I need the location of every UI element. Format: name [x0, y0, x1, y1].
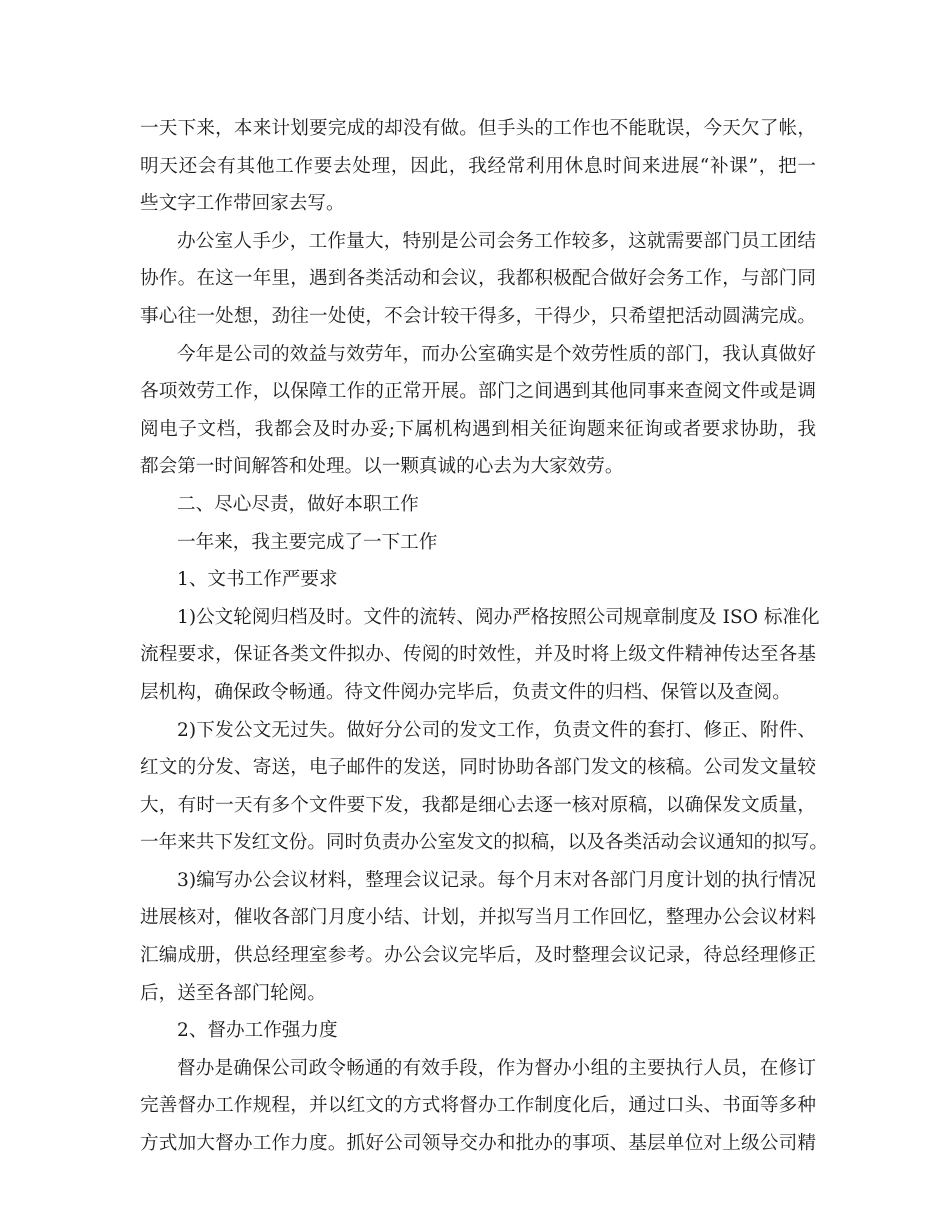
text-line: 今年是公司的效益与效劳年，而办公室确实是个效劳性质的部门，我认真做好	[177, 343, 816, 365]
text-line: 办公室人手少，工作量大，特别是公司会务工作较多，这就需要部门员工团结	[177, 230, 816, 252]
text-line: 后，送至各部门轮阅。	[140, 982, 326, 1004]
text-line: 红文的分发、寄送，电子邮件的发送，同时协助各部门发文的核稿。公司发文量较	[140, 757, 816, 779]
text-line: 一年来，我主要完成了一下工作	[177, 531, 438, 553]
text-line: 层机构，确保政令畅通。待文件阅办完毕后，负责文件的归档、保管以及查阅。	[140, 681, 791, 703]
subsection-heading: 1、文书工作严要求	[177, 569, 338, 591]
document-body	[140, 110, 828, 1163]
text-line: 些文字工作带回家去写。	[140, 193, 345, 215]
text-line: 完善督办工作规程，并以红文的方式将督办工作制度化后，通过口头、书面等多种	[140, 1095, 816, 1117]
text-line: 大，有时一天有多个文件要下发，我都是细心去逐一核对原稿，以确保发文质量，	[140, 794, 816, 816]
text-line: 协作。在这一年里，遇到各类活动和会议，我都积极配合做好会务工作，与部门同	[140, 268, 816, 290]
text-line: 各项效劳工作，以保障工作的正常开展。部门之间遇到其他同事来查阅文件或是调	[140, 381, 816, 403]
text-line: 1)公文轮阅归档及时。文件的流转、阅办严格按照公司规章制度及 ISO 标准化	[177, 606, 820, 628]
text-line: 2)下发公文无过失。做好分公司的发文工作，负责文件的套打、修正、附件、	[177, 719, 816, 741]
subsection-heading: 2、督办工作强力度	[177, 1020, 338, 1042]
text-line: 督办是确保公司政令畅通的有效手段，作为督办小组的主要执行人员，在修订	[177, 1057, 816, 1079]
text-line: 都会第一时间解答和处理。以一颗真诚的心去为大家效劳。	[140, 456, 624, 478]
section-heading: 二、尽心尽责，做好本职工作	[177, 493, 419, 515]
text-line: 3)编写办公会议材料，整理会议记录。每个月末对各部门月度计划的执行情况	[177, 869, 816, 891]
text-line: 进展核对，催收各部门月度小结、计划，并拟写当月工作回忆，整理办公会议材料	[140, 907, 816, 929]
text-line: 明天还会有其他工作要去处理，因此，我经常利用休息时间来进展“补课”，把一	[140, 155, 816, 177]
text-line: 事心往一处想，劲往一处使，不会计较干得多，干得少，只希望把活动圆满完成。	[140, 305, 816, 327]
text-line: 阅电子文档，我都会及时办妥;下属机构遇到相关征询题来征询或者要求协助，我	[140, 418, 816, 440]
text-line: 流程要求，保证各类文件拟办、传阅的时效性，并及时将上级文件精神传达至各基	[140, 644, 816, 666]
text-line: 一年来共下发红文份。同时负责办公室发文的拟稿，以及各类活动会议通知的拟写。	[140, 832, 828, 854]
text-line: 一天下来，本来计划要完成的却没有做。但手头的工作也不能耽误，今天欠了帐，	[140, 118, 816, 139]
text-line: 汇编成册，供总经理室参考。办公会议完毕后，及时整理会议记录，待总经理修正	[140, 945, 816, 967]
text-line: 方式加大督办工作力度。抓好公司领导交办和批办的事项、基层单位对上级公司精	[140, 1133, 816, 1155]
